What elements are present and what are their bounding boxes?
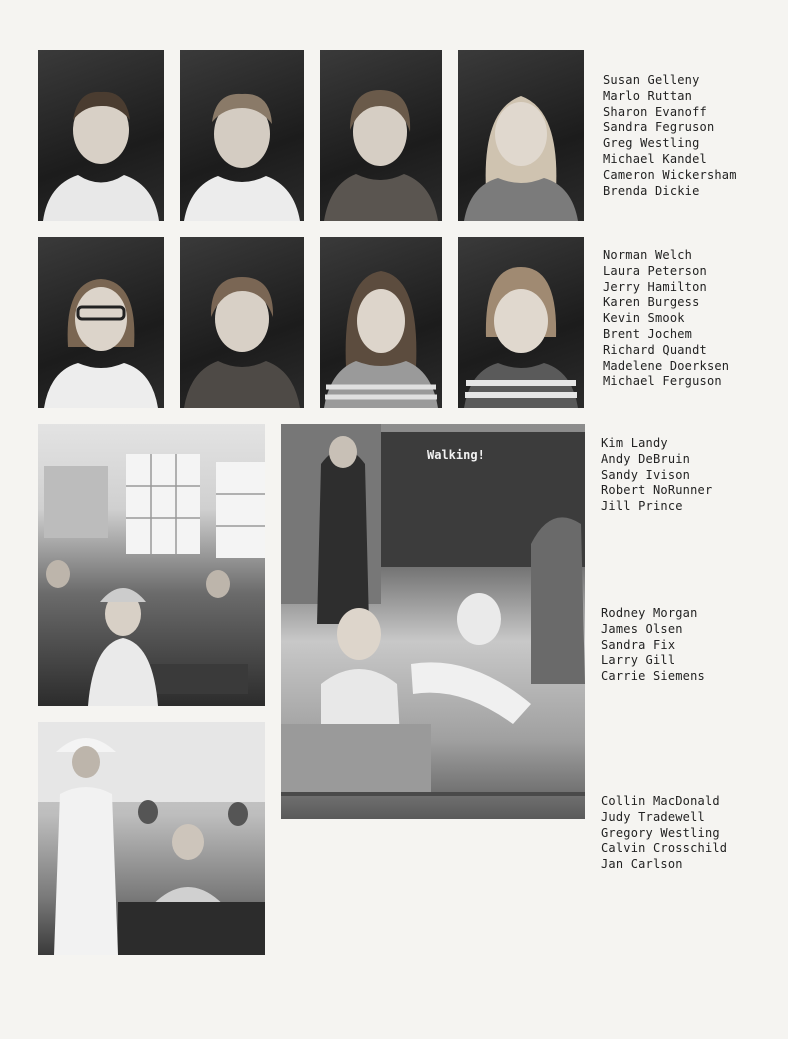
student-name: Jan Carlson: [601, 857, 683, 872]
classroom-walking-photo: [281, 424, 585, 819]
student-name: Michael Ferguson: [603, 374, 722, 389]
student-name: Andy DeBruin: [601, 451, 691, 466]
portrait-photo: [458, 50, 584, 221]
photo-caption: Walking!: [427, 448, 485, 462]
classroom-scene: [38, 424, 265, 706]
student-name: Kim Landy: [601, 436, 668, 450]
student-name: Rodney Morgan: [601, 606, 698, 620]
student-name: Collin MacDonald: [601, 794, 720, 808]
student-name: Jill Prince: [601, 499, 683, 514]
names-list: [603, 248, 729, 390]
portrait-photo: [38, 237, 164, 408]
names-list: [601, 606, 705, 685]
portrait-figure: [38, 50, 164, 221]
portrait-photo: [320, 50, 442, 221]
student-name: Larry Gill: [601, 653, 676, 668]
portrait-figure: [320, 237, 442, 408]
student-name: Susan Gelleny: [603, 73, 700, 87]
names-list: [603, 73, 737, 199]
portrait-photo: [320, 237, 442, 408]
student-name: Calvin Crosschild: [601, 841, 728, 856]
student-name: Karen Burgess: [603, 295, 700, 310]
portrait-photo: [38, 50, 164, 221]
student-name: Richard Quandt: [603, 342, 707, 357]
names-list: [601, 794, 727, 873]
classroom-photo: [38, 424, 265, 706]
classroom-scene: [38, 722, 265, 955]
portrait-figure: [320, 50, 442, 221]
portrait-figure: [458, 50, 584, 221]
student-name: Norman Welch: [603, 248, 693, 262]
classroom-scene: [281, 424, 585, 819]
portrait-figure: [38, 237, 164, 408]
portrait-photo: [180, 237, 304, 408]
student-name: Laura Peterson: [603, 263, 707, 278]
student-name: Gregory Westling: [601, 825, 720, 840]
classroom-teacher-photo: [38, 722, 265, 955]
student-name: James Olsen: [601, 621, 683, 636]
student-name: Sandra Fix: [601, 637, 676, 652]
student-name: Robert NoRunner: [601, 483, 713, 498]
portrait-photo: [180, 50, 304, 221]
names-list: [601, 436, 712, 515]
portrait-photo: [458, 237, 584, 408]
portrait-figure: [180, 237, 304, 408]
student-name: Kevin Smook: [603, 311, 685, 326]
student-name: Carrie Siemens: [601, 669, 705, 684]
portrait-figure: [180, 50, 304, 221]
student-name: Marlo Ruttan: [603, 88, 693, 103]
student-name: Madelene Doerksen: [603, 358, 730, 373]
student-name: Cameron Wickersham: [603, 167, 737, 182]
student-name: Greg Westling: [603, 136, 700, 151]
student-name: Brent Jochem: [603, 326, 693, 341]
student-name: Jerry Hamilton: [603, 279, 707, 294]
student-name: Sharon Evanoff: [603, 104, 707, 119]
student-name: Sandy Ivison: [601, 467, 691, 482]
student-name: Michael Kandel: [603, 151, 707, 166]
student-name: Brenda Dickie: [603, 183, 700, 198]
portrait-figure: [458, 237, 584, 408]
student-name: Judy Tradewell: [601, 809, 705, 824]
student-name: Sandra Fegruson: [603, 120, 715, 135]
